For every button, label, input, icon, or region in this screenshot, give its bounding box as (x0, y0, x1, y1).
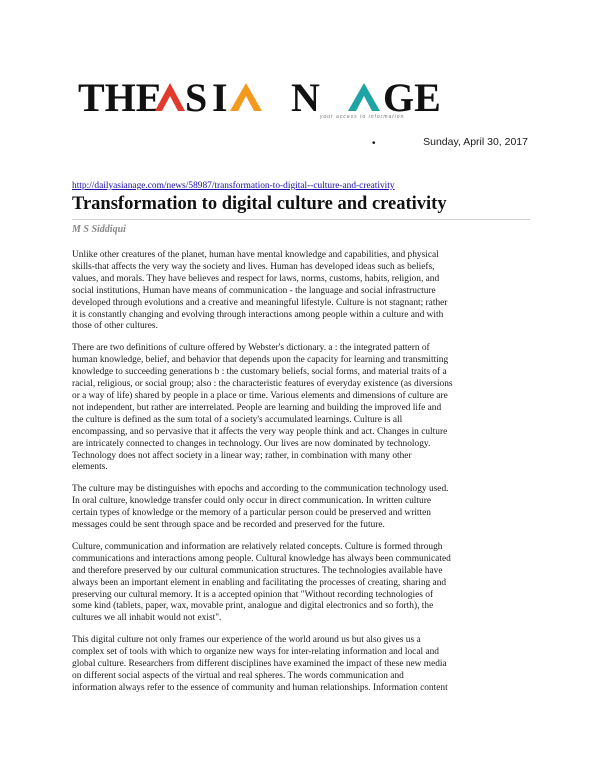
title-divider (72, 219, 530, 220)
masthead-logo (78, 74, 538, 126)
logo-text-n: N (291, 75, 320, 120)
article-paragraph: There are two definitions of culture offered by Webster's dictionary. a : the integrated pattern of human knowledge, belief, and behavior that depends upon the capacity for learning and transmitting knowledge to succeeding generations b : the customary beliefs, social forms, and material traits of a racial, religious, or social group; also : the characteristic features of everyday existence (as diversions or a way of life) shared by people in a place or time. Various elements and dimensions of culture are not independent, but rather are interrelated. People are learning and building the improved life and the culture is defined as the sum total of a society's accumulated learnings. Culture is all encompassing, and so pervasive that it affects the very way people think and act. Changes in culture are intricately connected to changes in technology. Our lives are now dominated by technology. Technology does not affect society in a linear way; rather, in combination with many other elements. (72, 343, 453, 473)
article-paragraph: This digital culture not only frames our experience of the world around us but also gives us a complex set of tools with which to organize new ways for inter-relating information and local and global culture. Researchers from different disciplines have examined the impact of these new media on different social aspects of the virtual and real spheres. The words communication and information always refer to the essence of community and human relationships. Information content (72, 635, 448, 693)
article-paragraph: The culture may be distinguishes with epochs and according to the communication technology used. In oral culture, knowledge transfer could only occur in direct communication. In written culture certain types of knowledge or the memory of a particular person could be preserved and written messages could be sent through space and be recorded and preserved for the future. (72, 484, 449, 531)
logo-text-i: I (212, 75, 228, 120)
article-author: M S Siddiqui (72, 224, 126, 235)
article-paragraph: Unlike other creatures of the planet, human have mental knowledge and capabilities, and physical skills-that affects the very way the society and lives. Human has developed ideas such as beliefs, values, and morals. They have believes and respect for laws, norms, customs, habits, religion, and social institutions, Human have means of communication - the language and social infrastructure developed through evolutions and a creative and meaningful lifestyle. Culture is not stagnant; rather it is constantly changing and evolving through interactions among people within a culture and with those of other cultures. (72, 250, 448, 332)
logo-wordmark (78, 74, 538, 126)
logo-text-s: S (185, 75, 208, 120)
article-title: Transformation to digital culture and creativity (72, 194, 447, 214)
masthead-tagline: your access to information (320, 114, 405, 120)
publish-date: Sunday, April 30, 2017 (423, 136, 528, 148)
bullet-icon: • (372, 138, 376, 149)
article-body (72, 250, 532, 705)
logo-text-the: THE (78, 75, 163, 120)
article-paragraph: Culture, communication and information are relatively related concepts. Culture is formed through communications and interactions among people. Cultural knowledge has always been communicated and therefore preserved by our cultural communication structures. The technologies available have always been an important element in enabling and facilitating the processes of creating, sharing and preserving our cultural memory. It is a accepted opinion that "Without recording technologies of some kind (tablets, paper, wax, movable print, analogue and digital electronics and so forth), the cultures we all inhabit would not exist". (72, 541, 451, 624)
logo-text-ge: GE (383, 75, 441, 120)
article-url-link[interactable]: http://dailyasianage.com/news/58987/transformation-to-digital--culture-and-creativity (72, 181, 395, 191)
